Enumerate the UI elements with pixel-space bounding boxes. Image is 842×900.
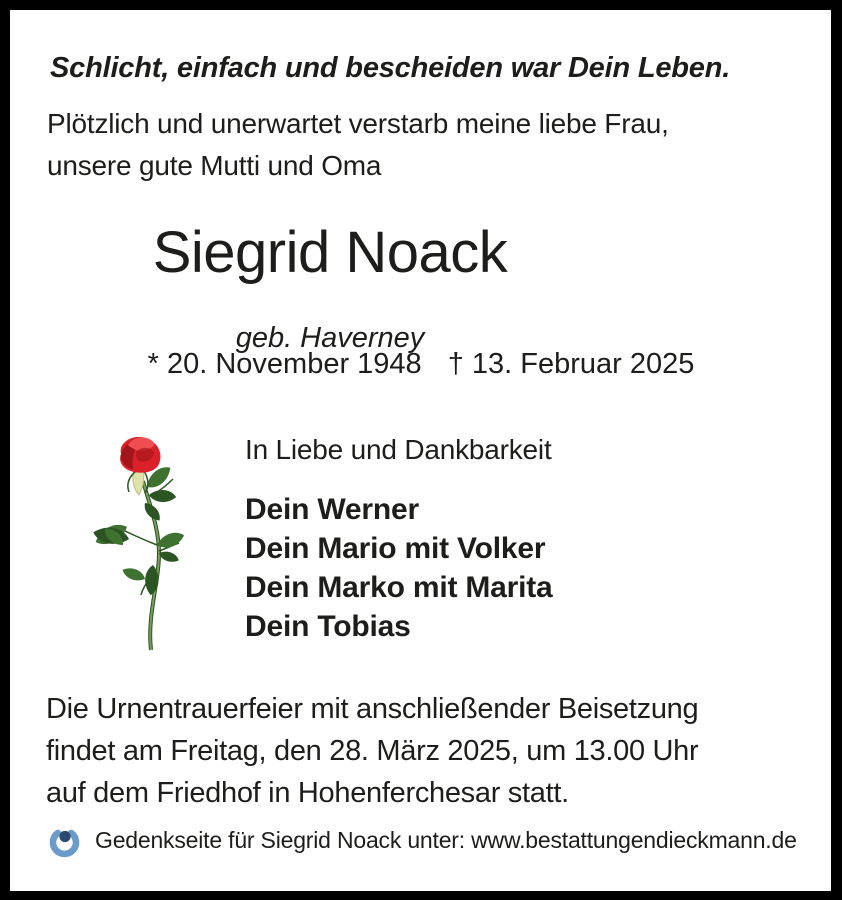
funeral-line-3: auf dem Friedhof in Hohenferchesar statt. (46, 777, 569, 809)
deceased-block (0, 220, 660, 355)
funeral-line-2: findet am Freitag, den 28. März 2025, um 13.00 Uhr (46, 735, 699, 767)
deceased-name: Siegrid Noack (152, 220, 508, 285)
intro-line-2: unsere gute Mutti und Oma (47, 150, 382, 181)
mourner-name: Dein Tobias (245, 610, 411, 643)
mourners-list (245, 490, 553, 646)
memorial-link-text: Gedenkseite für Siegrid Noack unter: www.bestattungendieckmann.de (95, 827, 797, 853)
death-date: † 13. Februar 2025 (447, 348, 695, 380)
intro-line-1: Plötzlich und unerwartet verstarb meine liebe Frau, (47, 108, 669, 139)
birth-date: * 20. November 1948 (147, 348, 422, 380)
intro-text (47, 103, 669, 187)
mourner-name: Dein Mario mit Volker (245, 532, 546, 565)
motto-text: Schlicht, einfach und bescheiden war Dein Leben. (50, 52, 731, 84)
tribute-text: In Liebe und Dankbarkeit (245, 434, 552, 465)
funeral-line-1: Die Urnentrauerfeier mit anschließender Beisetzung (46, 693, 699, 725)
maiden-name: geb. Haverney (235, 322, 425, 354)
funeral-info (46, 688, 698, 814)
life-dates (0, 346, 842, 382)
red-rose-icon (75, 433, 190, 655)
mourner-name: Dein Werner (245, 493, 419, 526)
memorial-logo-icon (47, 826, 83, 859)
mourner-name: Dein Marko mit Marita (245, 571, 553, 604)
